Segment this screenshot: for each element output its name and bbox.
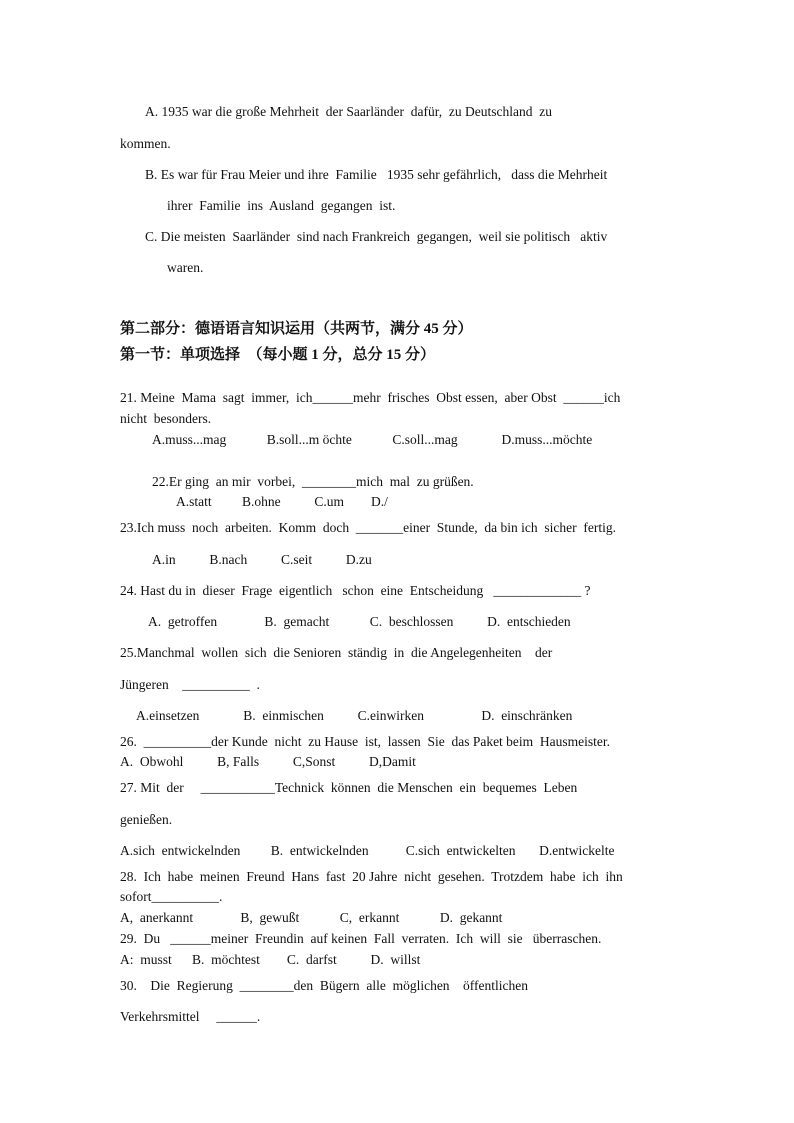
question-27-line2: genießen. — [120, 812, 173, 827]
question-25-line1: 25.Manchmal wollen sich die Senioren ständig in die Angelegenheiten der — [120, 645, 553, 660]
subsection-title: 第一节：单项选择 （每小题 1 分，总分 15 分） — [120, 347, 436, 363]
part-title: 第二部分：德语语言知识运用（共两节，满分 45 分） — [120, 321, 473, 337]
question-23-options: A.in B.nach C.seit D.zu — [152, 552, 372, 567]
question-30-line1: 30. Die Regierung ________den Bügern alle möglichen öffentlichen — [120, 978, 529, 993]
question-21-line1: 21. Meine Mama sagt immer, ich______mehr frisches Obst essen, aber Obst ______ich — [120, 390, 621, 405]
prev-option-b-line1: B. Es war für Frau Meier und ihre Familie 1935 sehr gefährlich, dass die Mehrheit — [145, 167, 608, 182]
question-24-line1: 24. Hast du in dieser Frage eigentlich schon eine Entscheidung _____________ ? — [120, 583, 591, 598]
question-22-options: A.statt B.ohne C.um D./ — [176, 494, 388, 509]
question-26-options: A. Obwohl B, Falls C,Sonst D,Damit — [120, 754, 416, 769]
prev-option-a-line2: kommen. — [120, 136, 171, 151]
question-27-line1: 27. Mit der ___________Technick können die Menschen ein bequemes Leben — [120, 780, 578, 795]
question-23-line1: 23.Ich muss noch arbeiten. Komm doch _______einer Stunde, da bin ich sicher fertig. — [120, 520, 617, 535]
prev-option-a-line1: A. 1935 war die große Mehrheit der Saarländer dafür, zu Deutschland zu — [145, 104, 552, 119]
question-29-line1: 29. Du ______meiner Freundin auf keinen Fall verraten. Ich will sie überraschen. — [120, 931, 602, 946]
question-21-line2: nicht besonders. — [120, 411, 212, 426]
question-21-options: A.muss...mag B.soll...m öchte C.soll...mag D.muss...möchte — [152, 432, 593, 447]
question-25-line2: Jüngeren __________ . — [120, 677, 260, 692]
question-30-line2: Verkehrsmittel ______. — [120, 1009, 261, 1024]
question-28-options: A, anerkannt B, gewußt C, erkannt D. gekannt — [120, 910, 503, 925]
question-22-line1: 22.Er ging an mir vorbei, ________mich mal zu grüßen. — [152, 474, 474, 489]
question-29-options: A: musst B. möchtest C. darfst D. willst — [120, 952, 421, 967]
question-28-line2: sofort__________. — [120, 889, 223, 904]
prev-option-c-line1: C. Die meisten Saarländer sind nach Frankreich gegangen, weil sie politisch aktiv — [145, 229, 608, 244]
question-27-options: A.sich entwickelnden B. entwickelnden C.sich entwickelten D.entwickelte — [120, 843, 615, 858]
prev-option-c-line2: waren. — [167, 260, 204, 275]
question-25-options: A.einsetzen B. einmischen C.einwirken D. einschränken — [136, 708, 573, 723]
prev-option-b-line2: ihrer Familie ins Ausland gegangen ist. — [167, 198, 396, 213]
question-24-options: A. getroffen B. gemacht C. beschlossen D. entschieden — [148, 614, 571, 629]
question-26-line1: 26. __________der Kunde nicht zu Hause ist, lassen Sie das Paket beim Hausmeister. — [120, 734, 611, 749]
question-28-line1: 28. Ich habe meinen Freund Hans fast 20 Jahre nicht gesehen. Trotzdem habe ich ihn — [120, 869, 623, 884]
